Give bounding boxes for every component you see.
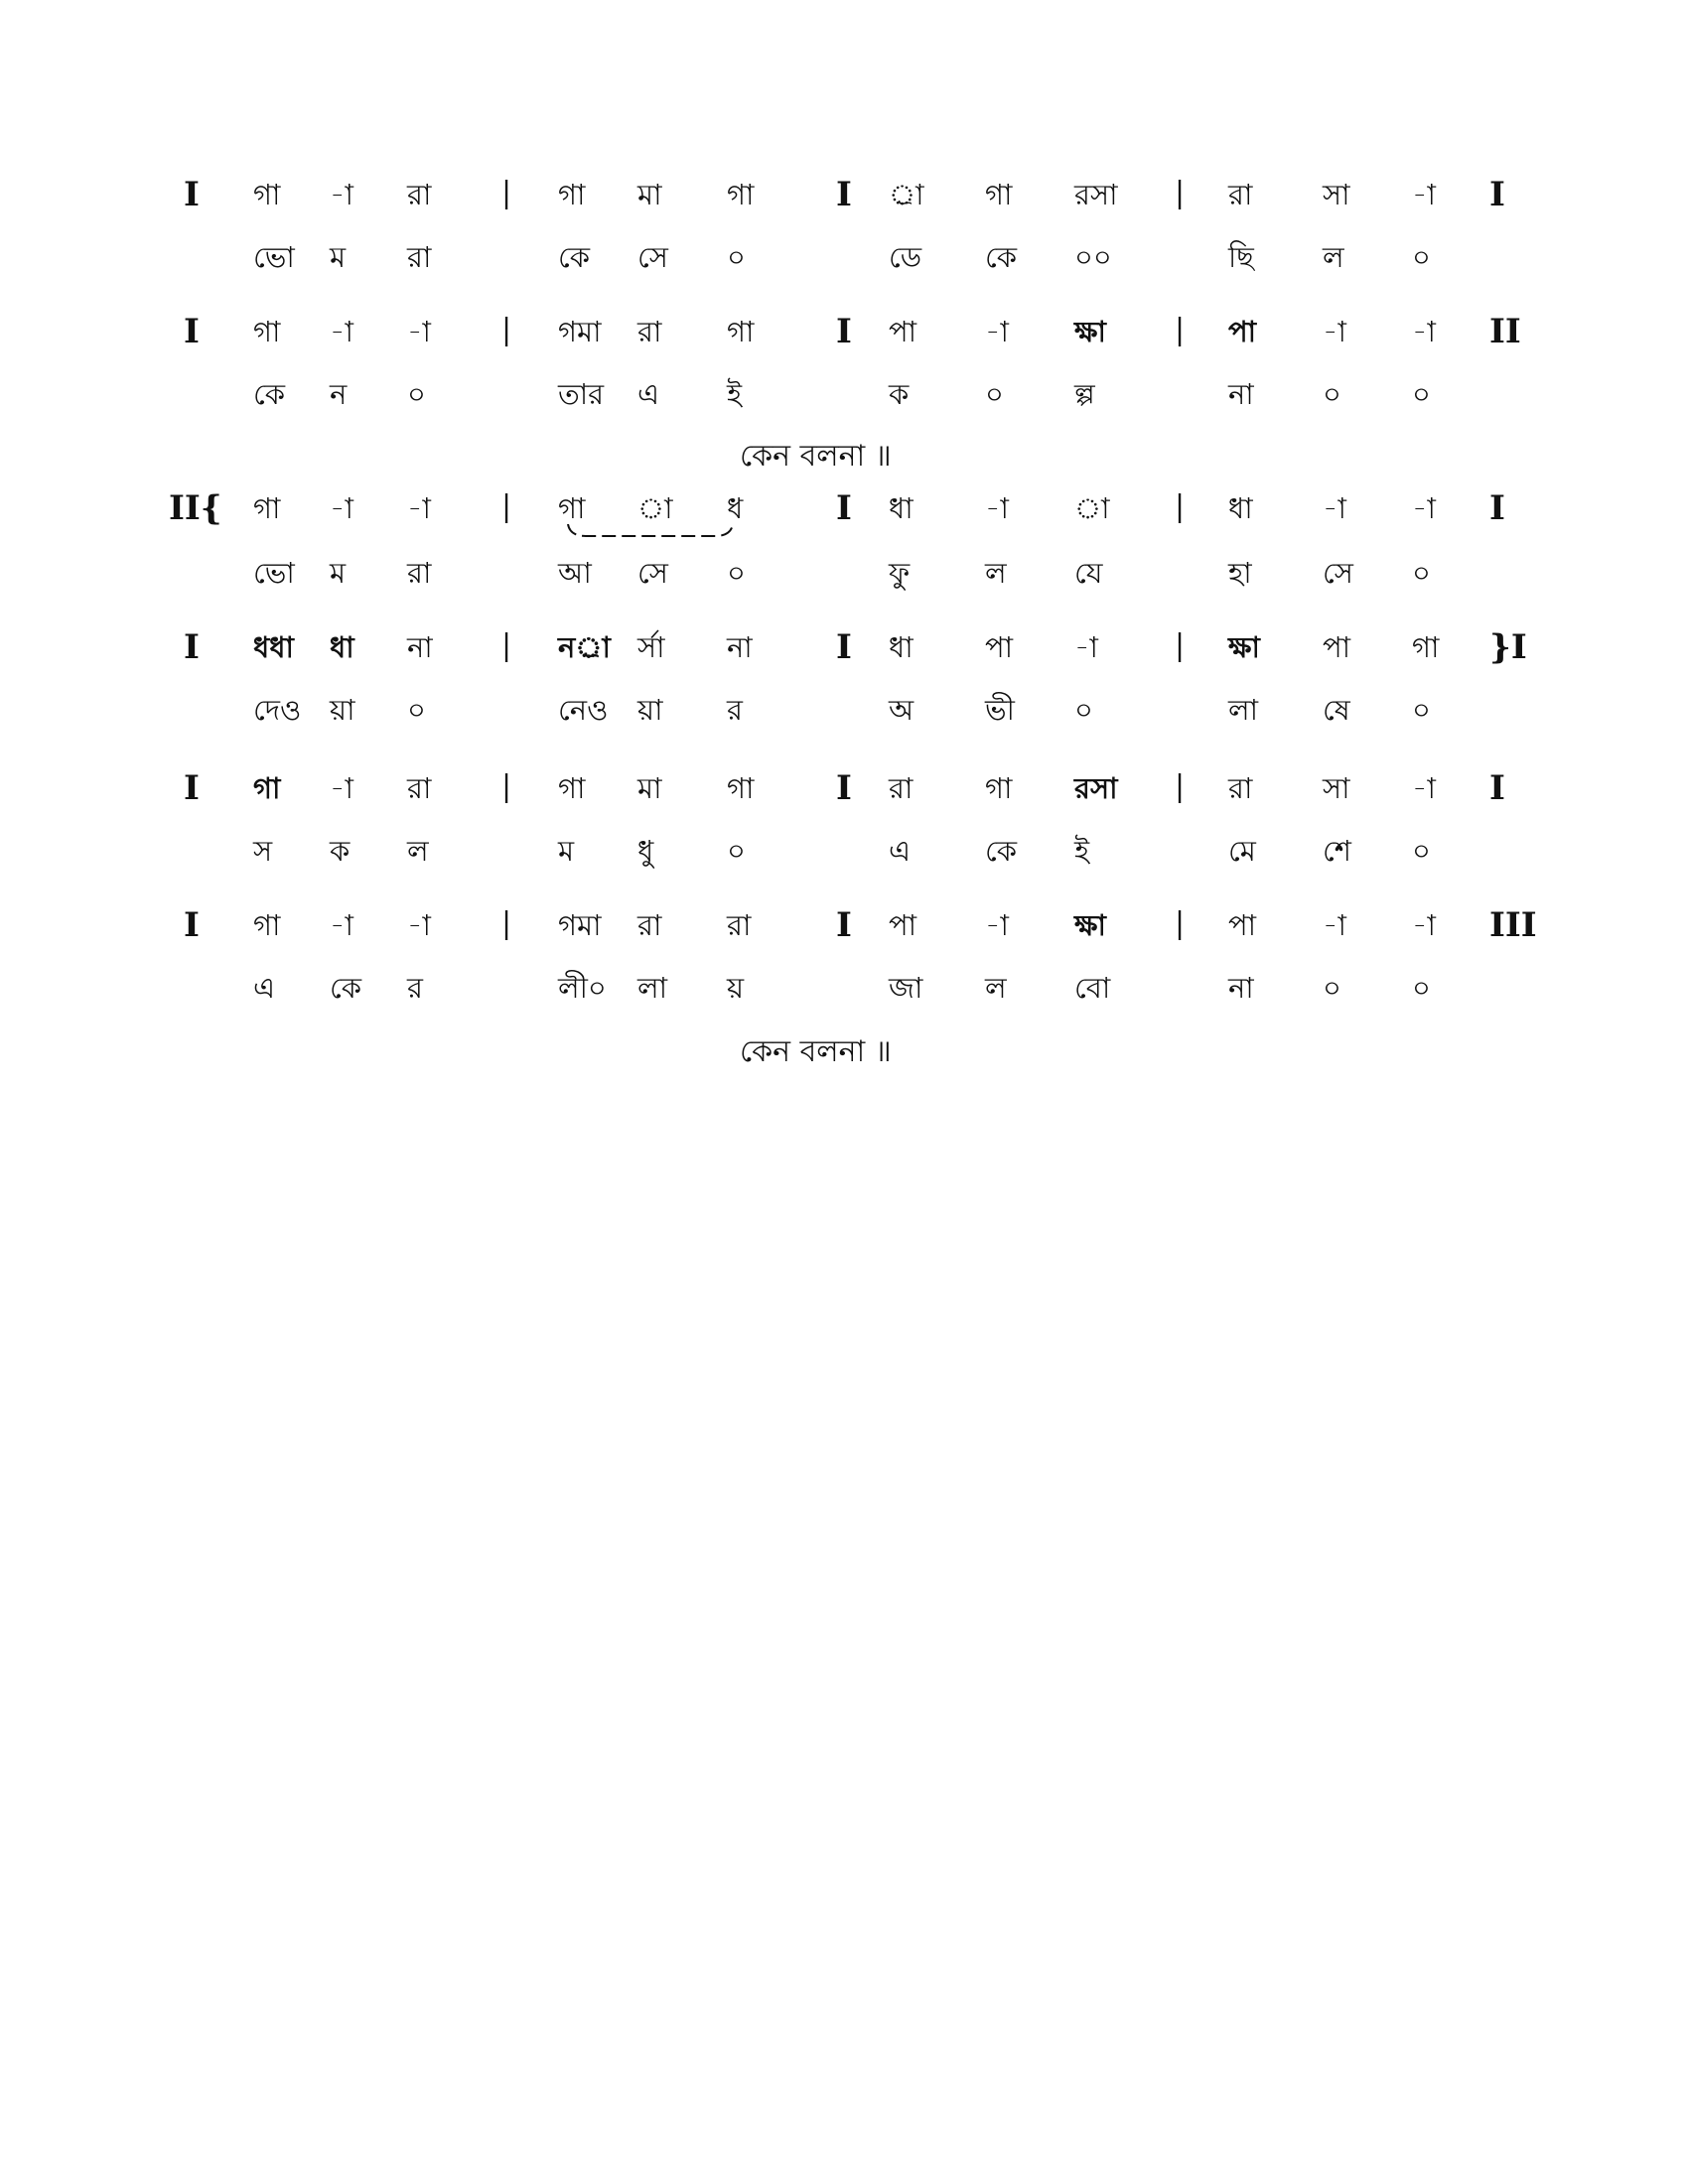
beat-divider: | xyxy=(1175,489,1186,524)
lyric-syllable: বো xyxy=(1074,971,1111,1005)
section-marker: I xyxy=(1489,488,1505,528)
lyric-syllable: নেও xyxy=(558,693,609,727)
lyric-syllable: ০ xyxy=(407,693,426,727)
section-marker: I xyxy=(836,488,852,528)
beat-divider: | xyxy=(501,906,512,941)
swara-note: -া xyxy=(985,315,1009,348)
section-marker: I xyxy=(184,175,200,214)
swara-note: -া xyxy=(1412,908,1436,942)
lyric-syllable: দেও xyxy=(253,693,302,727)
lyric-syllable: য় xyxy=(727,971,745,1005)
beat-divider: | xyxy=(1175,628,1186,663)
section-marker: I xyxy=(836,768,852,808)
swara-note: গমা xyxy=(558,908,602,942)
swara-note: -া xyxy=(1074,630,1098,664)
lyric-syllable: ম xyxy=(330,556,347,590)
lyric-syllable: ধু xyxy=(637,834,654,868)
lyric-syllable: তার xyxy=(558,377,605,411)
lyric-syllable: কে xyxy=(330,971,362,1005)
swara-note: -া xyxy=(985,908,1009,942)
lyric-syllable: ০ xyxy=(727,834,746,868)
lyric-syllable: শে xyxy=(1323,834,1351,868)
lyric-syllable: ০ xyxy=(727,240,746,274)
swara-note: া xyxy=(637,491,673,525)
beat-divider: | xyxy=(1175,769,1186,804)
swara-note: -া xyxy=(1412,491,1436,525)
lyric-syllable: ম xyxy=(558,834,575,868)
lyric-syllable: সে xyxy=(1323,556,1353,590)
beat-divider: | xyxy=(501,769,512,804)
swara-note: -া xyxy=(1412,315,1436,348)
lyric-syllable: লী০ xyxy=(558,971,607,1005)
swara-note: রা xyxy=(1228,178,1253,211)
swara-note: রা xyxy=(637,908,662,942)
swara-note: রা xyxy=(407,771,432,805)
swara-note: -া xyxy=(1412,771,1436,805)
lyric-syllable: কে xyxy=(558,240,591,274)
swara-note: সা xyxy=(1323,178,1350,211)
swara-note: মা xyxy=(637,178,662,211)
swara-note: -া xyxy=(407,908,431,942)
lyric-syllable: ফু xyxy=(889,556,911,590)
lyric-syllable: মে xyxy=(1228,834,1256,868)
lyric-syllable: ল xyxy=(985,971,1007,1005)
section-marker: }I xyxy=(1489,627,1527,667)
lyric-syllable: ০ xyxy=(1323,971,1341,1005)
swara-note: া xyxy=(1074,491,1110,525)
lyric-syllable: অ xyxy=(889,693,914,727)
swara-note: গা xyxy=(253,771,281,805)
lyric-syllable: রা xyxy=(407,240,432,274)
beat-divider: | xyxy=(501,176,512,210)
swara-note: না xyxy=(727,630,753,664)
lyric-syllable: আ xyxy=(558,556,592,590)
swara-note: -া xyxy=(1412,178,1436,211)
lyric-syllable: ভো xyxy=(253,556,295,590)
swara-note: রা xyxy=(407,178,432,211)
lyric-syllable: ল্প xyxy=(1074,377,1095,411)
section-marker: I xyxy=(1489,175,1505,214)
swara-note: গা xyxy=(558,178,586,211)
swara-note: নর্া xyxy=(558,630,611,664)
swara-note: পা xyxy=(1228,908,1257,942)
swara-note: পা xyxy=(1323,630,1351,664)
lyric-syllable: যে xyxy=(1074,556,1103,590)
lyric-syllable: ভো xyxy=(253,240,295,274)
section-marker: II xyxy=(1489,312,1521,351)
swara-note: -া xyxy=(1323,491,1346,525)
lyric-syllable: না xyxy=(1228,377,1254,411)
lyric-syllable: ম xyxy=(330,240,347,274)
section-marker: I xyxy=(1489,768,1505,808)
lyric-syllable: য়া xyxy=(330,693,355,727)
swara-note: গা xyxy=(1412,630,1440,664)
swara-note: না xyxy=(407,630,433,664)
swara-note: -া xyxy=(1323,315,1346,348)
swara-note: ক্ষা xyxy=(1228,630,1260,664)
beat-divider: | xyxy=(1175,176,1186,210)
lyric-syllable: ০ xyxy=(1412,377,1431,411)
section-marker: I xyxy=(836,627,852,667)
lyric-syllable: না xyxy=(1228,971,1254,1005)
swara-note: রা xyxy=(889,771,914,805)
lyric-syllable: ভী xyxy=(985,693,1015,727)
beat-divider: | xyxy=(501,313,512,347)
lyric-syllable: এ xyxy=(253,971,276,1005)
lyric-syllable: সে xyxy=(637,240,668,274)
section-marker: I xyxy=(184,905,200,945)
swara-note: রা xyxy=(1228,771,1253,805)
lyric-syllable: এ xyxy=(889,834,912,868)
lyric-syllable: ০ xyxy=(1412,971,1431,1005)
lyric-syllable: ল xyxy=(1323,240,1344,274)
swara-note: রসা xyxy=(1074,178,1118,211)
lyric-syllable: কে xyxy=(985,240,1018,274)
swara-note: পা xyxy=(889,908,917,942)
lyric-syllable: ল xyxy=(985,556,1007,590)
swara-note: ধা xyxy=(330,630,354,664)
swara-note: রসা xyxy=(1074,771,1118,805)
lyric-syllable: কে xyxy=(985,834,1018,868)
lyric-syllable: ০০ xyxy=(1074,240,1112,274)
swara-note: -া xyxy=(407,315,431,348)
lyric-syllable: য়া xyxy=(637,693,663,727)
swara-note: গা xyxy=(727,315,755,348)
beat-divider: | xyxy=(1175,313,1186,347)
lyric-syllable: সে xyxy=(637,556,668,590)
swara-note: র্সা xyxy=(637,630,665,664)
lyric-syllable: র xyxy=(727,693,743,727)
lyric-syllable: রা xyxy=(407,556,432,590)
lyric-syllable: লা xyxy=(1228,693,1259,727)
lyric-syllable: জা xyxy=(889,971,923,1005)
refrain-text: কেন বলনা ॥ xyxy=(740,439,892,474)
lyric-syllable: ০ xyxy=(727,556,746,590)
lyric-syllable: ই xyxy=(727,377,743,411)
lyric-syllable: র xyxy=(407,971,423,1005)
swara-note: গা xyxy=(253,315,281,348)
lyric-syllable: ন xyxy=(330,377,348,411)
swara-note: গা xyxy=(558,491,586,525)
lyric-syllable: হা xyxy=(1228,556,1252,590)
lyric-syllable: ক xyxy=(889,377,910,411)
swara-note: ধধা xyxy=(253,630,294,664)
swara-note: -া xyxy=(1323,908,1346,942)
refrain-text: কেন বলনা ॥ xyxy=(740,1034,892,1069)
swara-note: ক্ষা xyxy=(1074,315,1106,348)
swara-note: পা xyxy=(1228,315,1257,348)
lyric-syllable: ল xyxy=(407,834,429,868)
section-marker: I xyxy=(836,175,852,214)
lyric-syllable: ০ xyxy=(1323,377,1341,411)
swara-note: -া xyxy=(330,315,353,348)
swara-note: ধা xyxy=(889,491,914,525)
lyric-syllable: ০ xyxy=(985,377,1004,411)
section-marker: III xyxy=(1489,905,1537,945)
lyric-syllable: ডে xyxy=(889,240,922,274)
lyric-syllable: ০ xyxy=(1412,240,1431,274)
swara-note: সা xyxy=(1323,771,1350,805)
swara-note: পা xyxy=(985,630,1014,664)
swara-note: গা xyxy=(253,908,281,942)
swara-note: রা xyxy=(727,908,752,942)
section-marker: I xyxy=(836,905,852,945)
swara-note: মা xyxy=(637,771,662,805)
swara-note: -া xyxy=(330,908,353,942)
swara-note: গা xyxy=(558,771,586,805)
meend-slur xyxy=(566,522,735,542)
lyric-syllable: ষে xyxy=(1323,693,1350,727)
swara-note: ক্ষা xyxy=(1074,908,1106,942)
swara-note: ধা xyxy=(889,630,914,664)
swara-note: গা xyxy=(727,178,755,211)
swara-note: পা xyxy=(889,315,917,348)
lyric-syllable: ০ xyxy=(1412,556,1431,590)
lyric-syllable: ০ xyxy=(1412,834,1431,868)
lyric-syllable: কে xyxy=(253,377,286,411)
beat-divider: | xyxy=(501,489,512,524)
swara-note: গা xyxy=(253,178,281,211)
swara-note: রা xyxy=(637,315,662,348)
swara-note: -া xyxy=(330,178,353,211)
swara-note: -া xyxy=(407,491,431,525)
lyric-syllable: ই xyxy=(1074,834,1090,868)
lyric-syllable: ক xyxy=(330,834,351,868)
lyric-syllable: ছি xyxy=(1228,240,1254,274)
swara-note: র্া xyxy=(889,178,924,211)
section-marker: II{ xyxy=(169,488,222,528)
swara-note: ধ xyxy=(727,491,744,525)
swara-note: গা xyxy=(985,771,1013,805)
lyric-syllable: এ xyxy=(637,377,660,411)
swara-note: গমা xyxy=(558,315,602,348)
section-marker: I xyxy=(184,627,200,667)
swara-note: গা xyxy=(985,178,1013,211)
swara-note: গা xyxy=(727,771,755,805)
beat-divider: | xyxy=(501,628,512,663)
swara-note: -া xyxy=(330,491,353,525)
lyric-syllable: ০ xyxy=(1074,693,1093,727)
section-marker: I xyxy=(836,312,852,351)
lyric-syllable: ০ xyxy=(1412,693,1431,727)
lyric-syllable: ০ xyxy=(407,377,426,411)
lyric-syllable: স xyxy=(253,834,273,868)
lyric-syllable: লা xyxy=(637,971,668,1005)
swara-note: গা xyxy=(253,491,281,525)
swara-note: -া xyxy=(985,491,1009,525)
swara-note: ধা xyxy=(1228,491,1253,525)
beat-divider: | xyxy=(1175,906,1186,941)
section-marker: I xyxy=(184,312,200,351)
swara-note: -া xyxy=(330,771,353,805)
section-marker: I xyxy=(184,768,200,808)
